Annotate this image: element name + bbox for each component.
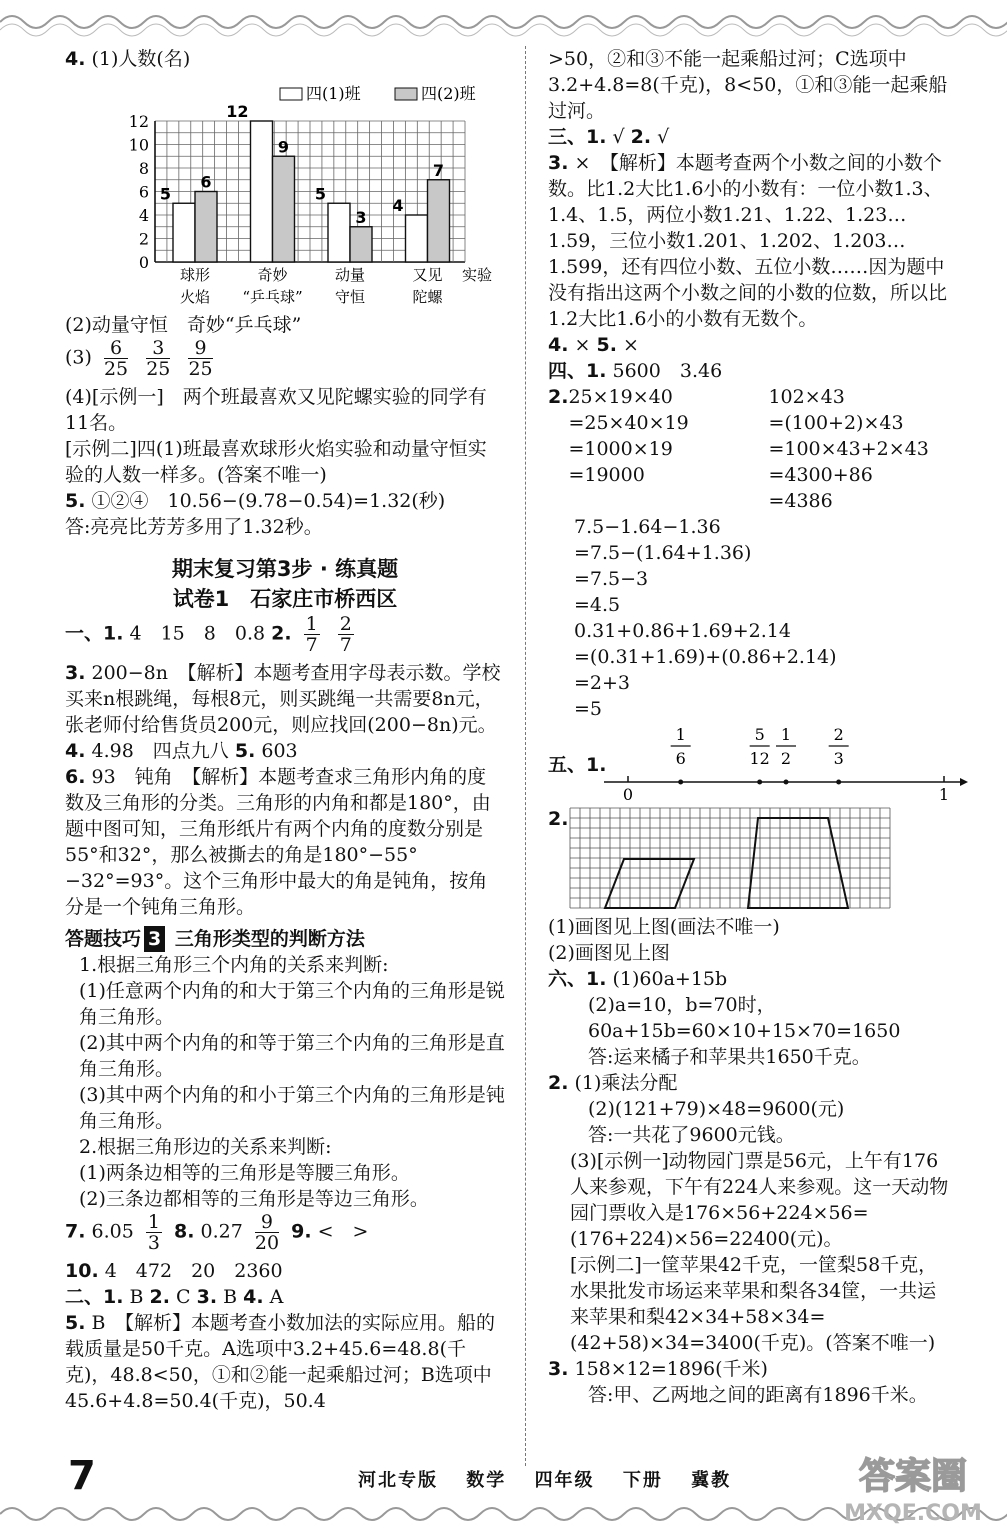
x-category-label: 又见 [412, 266, 443, 284]
svg-text:答案圈: 答案圈 [858, 1456, 968, 1497]
legend-swatch [395, 88, 417, 100]
calc-3: 7.5−1.64−1.36 =7.5−(1.64+1.36) =7.5−3 =4.5 [574, 516, 752, 616]
number-line-end-label: 1 [938, 785, 950, 802]
bar-value-label: 4 [392, 196, 404, 215]
tip-number-badge: 3 [144, 926, 165, 952]
legend-swatch [280, 88, 302, 100]
bar-chart-svg [65, 72, 505, 312]
q5-answer: 答:亮亮比芳芳多用了1.32秒。 [65, 516, 323, 538]
x-category-label: 陀螺 [412, 288, 443, 306]
tip-line: (1)两条边相等的三角形是等腰三角形。 [79, 1162, 410, 1184]
tip-line: (3)其中两个内角的和小于第三个内角的三角形是钝角三角形。 [79, 1084, 505, 1132]
s1-4-5: 4. 4.98 四点九八 5. 603 [65, 740, 298, 762]
number-line-point [678, 780, 683, 785]
page-number: 7 [68, 1453, 96, 1499]
fraction: $\frac{9}{20}$ [254, 1211, 280, 1254]
s4-1: 四、1. 5600 3.46 [548, 360, 723, 382]
bar [328, 203, 350, 262]
column-divider [525, 46, 526, 1466]
trapezoid-shape [748, 818, 848, 908]
point-numerator: 1 [675, 725, 686, 744]
s6-2-1: 2. (1)乘法分配 [548, 1072, 678, 1094]
q4-4b: [示例二]四(1)班最喜欢球形火焰实验和动量守恒实验的人数一样多。(答案不唯一) [65, 438, 487, 486]
s2-1-4: 二、1. B 2. C 3. B 4. A [65, 1286, 284, 1308]
point-denominator: 2 [780, 749, 792, 768]
footer-info: 河北专版 数学 四年级 下册 冀教 [358, 1470, 732, 1491]
point-denominator: 6 [675, 749, 686, 768]
number-line-end-label: 0 [622, 785, 634, 802]
q4-3 [65, 338, 505, 384]
x-category-label: “乒乓球” [242, 288, 303, 306]
number-line-point [784, 780, 789, 785]
bar [350, 227, 372, 262]
s6-1-2: (2)a=10，b=70时， [588, 994, 776, 1016]
chart-legend [280, 84, 476, 103]
legend-label: 四(2)班 [421, 84, 476, 103]
s5-2-2: (2)画图见上图 [548, 942, 670, 964]
tip-heading: 答题技巧 3 三角形类型的判断方法 [65, 928, 365, 950]
drawing-grid-svg [548, 802, 968, 914]
bar-value-label: 9 [277, 137, 290, 157]
s1-3: 3. 200−8n 【解析】本题考查用字母表示数。学校买来n根跳绳，每根8元，则买跳绳一共需要8n元，张老师付给售货员200元，则应找回(200−8n)元。 [65, 662, 501, 736]
s1-1-2: 一、1. 4 15 8 0.8 2. $\frac{1}{7}$ $\frac{2}{7}$ [65, 613, 352, 656]
bar-value-label: 12 [226, 102, 249, 121]
section-subheading: 试卷1 石家庄市桥西区 [172, 587, 398, 611]
section-heading: 期末复习第3步 · 练真题 [171, 557, 399, 581]
s3-1-2: 三、1. √ 2. √ [548, 126, 670, 148]
s5-2-grid-drawing: 2. [548, 802, 953, 914]
top-wave-border [0, 0, 1007, 40]
x-category-label: 球形 [179, 266, 211, 284]
q4-4: (4)[示例一] 两个班最喜欢又见陀螺实验的同学有11名。 [65, 386, 487, 434]
bar [251, 121, 273, 262]
tip-line: (2)其中两个内角的和等于第三个内角的三角形是直角三角形。 [79, 1032, 505, 1080]
s1-10: 10. 4 472 20 2360 [65, 1260, 283, 1282]
s2-5: 5. B 【解析】本题考查小数加法的实际应用。船的载质量是50千克。A选项中3.2+45.6=48.8(千克)，48.8<50，①和②能一起乘船过河；B选项中45.6+4.8=50.4(千克)，50.4 [65, 1312, 495, 1412]
y-tick-label: 10 [128, 135, 149, 155]
q4-number: 4. [65, 48, 86, 70]
bar-value-label: 6 [200, 172, 212, 192]
s6-2-4: (3)[示例一]动物园门票是56元，上午有176人来参观，下午有224人来参观。这一天动物园门票收入是176×56+224×56=(176+224)×56=22400(元)。 [570, 1150, 949, 1250]
tip-line: 1.根据三角形三个内角的关系来判断: [79, 954, 389, 976]
bar-chart [65, 72, 505, 312]
y-tick-label: 8 [138, 159, 149, 178]
tip-line: (1)任意两个内角的和大于第三个内角的三角形是锐角三角形。 [79, 980, 505, 1028]
bar [406, 215, 428, 262]
watermark-logo [838, 1440, 988, 1530]
calc-4: 0.31+0.86+1.69+2.14 =(0.31+1.69)+(0.86+2.14) =2+3 =5 [574, 620, 837, 720]
tip-line: (2)三条边都相等的三角形是等边三角形。 [79, 1188, 429, 1210]
fraction: $\frac{9}{25}$ [188, 337, 213, 380]
x-category-label: 守恒 [334, 288, 366, 306]
x-category-label: 火焰 [179, 288, 211, 306]
point-numerator: 5 [754, 725, 765, 744]
point-denominator: 12 [749, 749, 770, 768]
y-tick-label: 4 [138, 206, 149, 225]
s6-2-2: (2)(121+79)×48=9600(元) [588, 1098, 845, 1120]
s3-4-5: 4. × 5. × [548, 334, 639, 356]
s6-3-2: 答:甲、乙两地之间的距离有1896千米。 [588, 1384, 928, 1406]
tip-line: 2.根据三角形边的关系来判断: [79, 1136, 332, 1158]
s6-2-5: [示例二]一筐苹果42千克，一筐梨58千克，水果批发市场运来苹果和梨各34筐，一共运来苹果和梨42×34+58×34=(42+58)×34=3400(千克)。(答案不唯一) [570, 1254, 938, 1354]
q4-header [65, 46, 505, 72]
s6-3-1: 3. 158×12=1896(千米) [548, 1358, 768, 1380]
s6-1-1: 六、1. (1)60a+15b [548, 968, 728, 990]
s1-7-9: 7. 6.05 $\frac{1}{3}$ 8. 0.27 $\frac{9}{20}$ 9. < > [65, 1211, 369, 1254]
s1-6: 6. 93 钝角 【解析】本题考查求三角形内角的度数及三角形的分类。三角形的内角和都是180°，由题中图可知，三角形纸片有两个内角的度数分别是55°和32°，那么被撕去的角是180°−55°−32°=93°。这个三角形中最大的角是钝角，按角分是一个钝角三角形。 [65, 766, 491, 918]
q4-3-label: (3) [65, 346, 92, 369]
y-tick-label: 0 [138, 253, 149, 272]
x-category-label: 动量 [334, 266, 366, 284]
q5: 5. ①②④ 10.56−(9.78−0.54)=1.32(秒) [65, 490, 446, 512]
parallelogram-shape [605, 859, 694, 908]
bar-value-label: 5 [314, 184, 326, 204]
fraction: $\frac{2}{7}$ [339, 613, 352, 656]
y-tick-label: 2 [138, 229, 149, 249]
s5-2-1: (1)画图见上图(画法不唯一) [548, 916, 780, 938]
s6-1-3: 60a+15b=60×10+15×70=1650 [588, 1020, 901, 1042]
fraction: $\frac{1}{7}$ [305, 613, 318, 656]
s6-2-3: 答:一共花了9600元钱。 [588, 1124, 795, 1146]
legend-label: 四(1)班 [306, 84, 361, 103]
arrow-icon [960, 778, 968, 786]
fraction: $\frac{1}{3}$ [147, 1211, 160, 1254]
q4-2: (2)动量守恒 奇妙“乒乓球” [65, 314, 302, 336]
bar [428, 180, 450, 262]
x-trailing-label: 实验 [461, 266, 493, 284]
bar [273, 156, 295, 262]
bar-value-label: 7 [432, 160, 445, 180]
s5-1-number-line: 五、1. 0 1 1 6 5 12 1 2 2 3 [548, 722, 953, 802]
bar-value-label: 3 [355, 207, 367, 227]
tip-body [65, 952, 505, 1212]
s4-2-calcs: 2. 25×19×40 =25×40×19 =1000×19 =19000 102×43 =(100+2)×43 =100×43+2×43 =4300+86 =4386 [548, 384, 953, 514]
number-line-svg [548, 722, 968, 802]
calc-left: 25×19×40 =25×40×19 =1000×19 =19000 [568, 386, 689, 486]
bar [195, 192, 217, 263]
q4-1-text: (1)人数(名) [91, 48, 191, 70]
fraction: $\frac{6}{25}$ [103, 337, 129, 380]
y-tick-label: 12 [128, 112, 149, 131]
calc-right: 102×43 =(100+2)×43 =100×43+2×43 =4300+86 =4386 [768, 386, 929, 512]
point-denominator: 3 [833, 749, 844, 768]
right-column [548, 46, 953, 1408]
number-line-point [836, 780, 841, 785]
svg-text:MXQE.COM: MXQE.COM [844, 1501, 982, 1526]
point-numerator: 1 [780, 725, 792, 744]
left-column [65, 46, 505, 1414]
y-tick-label: 6 [138, 182, 149, 202]
number-line-point [757, 780, 762, 785]
s3-3: 3. × 【解析】本题考查两个小数之间的小数个数。比1.2大比1.6小的小数有：一位小数1.3、1.4、1.5，两位小数1.21、1.22、1.23…1.59，三位小数1.201、1.202、1.203…1.599，还有四位小数、五位小数……因为题中没有指出这两个小数之间的小数的位数，所以比1.2大比1.6小的小数有无数个。 [548, 152, 948, 330]
bar-value-label: 5 [159, 184, 171, 204]
point-numerator: 2 [833, 725, 844, 744]
fraction: $\frac{3}{25}$ [146, 337, 171, 380]
s6-1-4: 答:运来橘子和苹果共1650千克。 [588, 1046, 871, 1068]
s2-5-continued: >50，②和③不能一起乘船过河；C选项中3.2+4.8=8(千克)，8<50，①和③能一起乘船过河。 [548, 48, 948, 122]
x-category-label: 奇妙 [257, 266, 288, 284]
bar [173, 203, 195, 262]
